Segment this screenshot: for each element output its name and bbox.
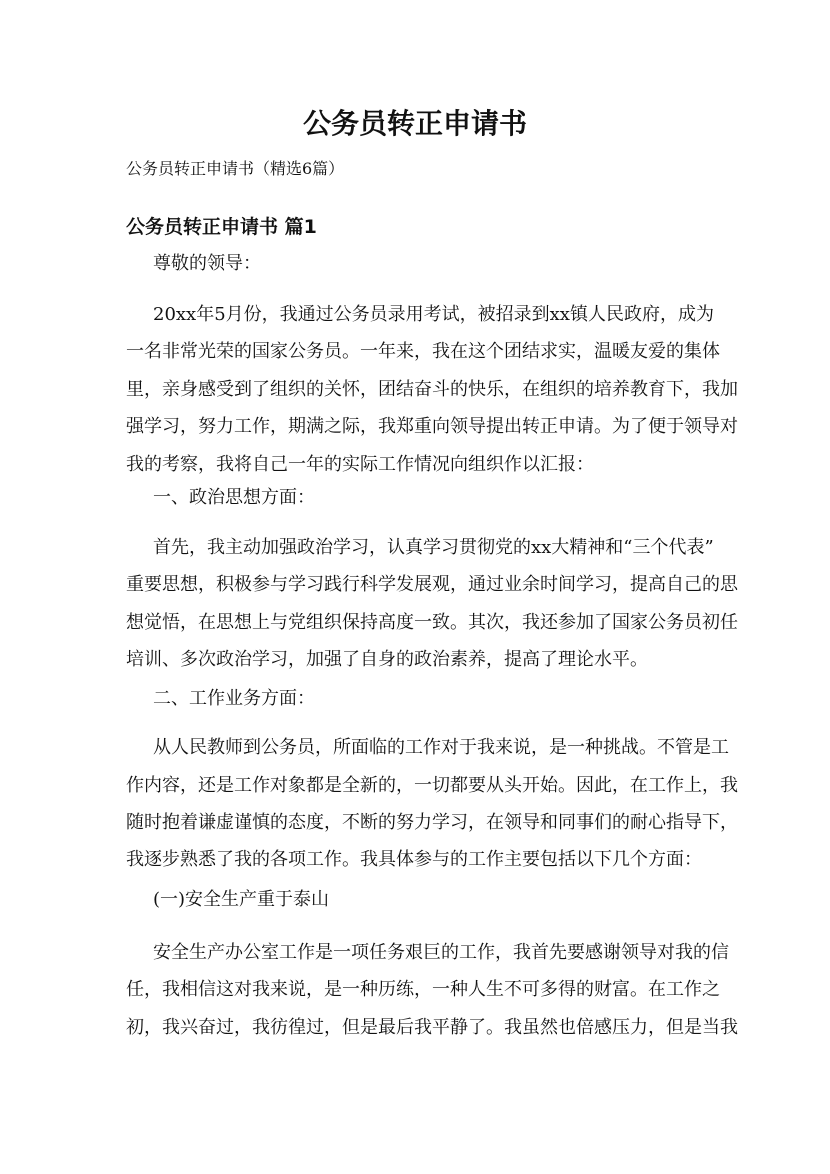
subheading-safety: (一)安全生产重于泰山 (153, 889, 330, 910)
text-line: 任，我相信这对我来说，是一种历练，一种人生不可多得的财富。在工作之 (126, 979, 720, 1000)
document-subtitle: 公务员转正申请书（精选6篇） (126, 159, 345, 178)
text-line: 里，亲身感受到了组织的关怀，团结奋斗的快乐，在组织的培养教育下，我加 (126, 379, 738, 400)
salutation: 尊敬的领导： (153, 253, 261, 274)
text-line: 初，我兴奋过，我彷徨过，但是最后我平静了。我虽然也倍感压力，但是当我 (126, 1017, 738, 1038)
text-line: 安全生产办公室工作是一项任务艰巨的工作，我首先要感谢领导对我的信 (153, 942, 729, 963)
subheading-political: 一、政治思想方面： (153, 487, 315, 508)
text-line: 我逐步熟悉了我的各项工作。我具体参与的工作主要包括以下几个方面： (126, 849, 702, 870)
text-line: 首先，我主动加强政治学习，认真学习贯彻党的xx大精神和“三个代表” (153, 537, 714, 558)
text-line: 随时抱着谦虚谨慎的态度，不断的努力学习，在领导和同事们的耐心指导下， (126, 812, 738, 833)
text-line: 20xx年5月份，我通过公务员录用考试，被招录到xx镇人民政府，成为 (153, 304, 714, 325)
subheading-work: 二、工作业务方面： (153, 688, 315, 709)
text-line: 从人民教师到公务员，所面临的工作对于我来说，是一种挑战。不管是工 (153, 737, 729, 758)
section-heading: 公务员转正申请书 篇1 (126, 216, 317, 238)
text-line: 作内容，还是工作对象都是全新的，一切都要从头开始。因此，在工作上，我 (126, 775, 738, 796)
text-line: 一名非常光荣的国家公务员。一年来，我在这个团结求实，温暖友爱的集体 (126, 341, 720, 362)
text-line: 想觉悟，在思想上与党组织保持高度一致。其次，我还参加了国家公务员初任 (126, 612, 738, 633)
text-line: 培训、多次政治学习，加强了自身的政治素养，提高了理论水平。 (126, 649, 648, 670)
text-line: 重要思想，积极参与学习践行科学发展观，通过业余时间学习，提高自己的思 (126, 574, 738, 595)
text-line: 强学习，努力工作，期满之际，我郑重向领导提出转正申请。为了便于领导对 (126, 416, 738, 437)
text-line: 我的考察，我将自己一年的实际工作情况向组织作以汇报： (126, 454, 594, 475)
document-title: 公务员转正申请书 (302, 107, 527, 140)
